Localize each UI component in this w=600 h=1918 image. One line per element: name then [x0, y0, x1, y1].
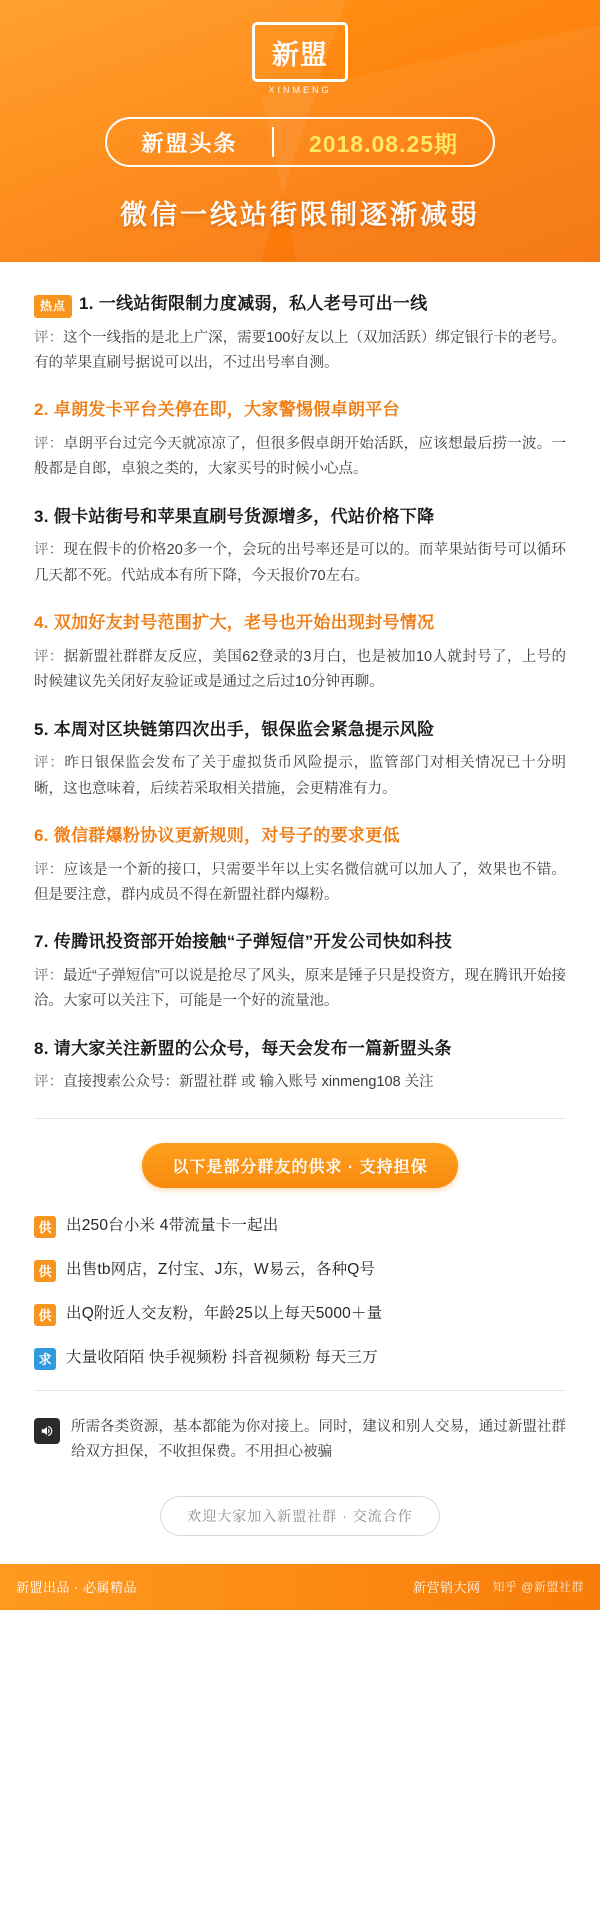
comment-text: 据新盟社群群友反应，美国62登录的3月白，也是被加10人就封号了，上号的时候建议先关闭好友验证或是通过之后过10分钟再聊。: [34, 648, 567, 691]
news-item-comment: [34, 326, 566, 377]
news-item-heading: [34, 1037, 566, 1062]
headline-badge-label: 新盟头条: [141, 130, 238, 156]
supply-tag: 供: [34, 1304, 56, 1326]
hot-badge: 热点: [34, 295, 72, 318]
comment-text: 昨日银保监会发布了关于虚拟货币风险提示，监管部门对相关情况已十分明晰，这也意味着，后续若采取相关措施，会更精准有力。: [34, 755, 567, 797]
news-item: [34, 505, 566, 589]
supply-demand-cta-label[interactable]: 以下是部分群友的供求 · 支持担保: [142, 1143, 457, 1188]
news-item-heading: [34, 292, 566, 317]
section-divider: [34, 1390, 566, 1391]
supply-tag: 供: [34, 1260, 56, 1282]
news-item-title: 6. 微信群爆粉协议更新规则，对号子的要求更低: [34, 825, 400, 845]
news-item-comment: [34, 964, 566, 1015]
article-body: [0, 262, 600, 1564]
news-item-title: 4. 双加好友封号范围扩大，老号也开始出现封号情况: [34, 613, 435, 633]
news-item-title: 5. 本周对区块链第四次出手，银保监会紧急提示风险: [34, 719, 435, 739]
comment-text: 这个一线指的是北上广深，需要100好友以上（双加活跃）绑定银行卡的老号。有的苹果直刷号据说可以出，不过出号率自测。: [34, 329, 567, 372]
news-item-heading: [34, 718, 566, 743]
news-item: [34, 611, 566, 695]
news-item-heading: [34, 611, 566, 636]
comment-lead: 评：: [34, 755, 65, 772]
comment-text: 卓朗平台过完今天就凉凉了，但很多假卓朗开始活跃，应该想最后捞一波。一般都是自郎，卓狼之类的，大家买号的时候小心点。: [34, 436, 567, 478]
footer-left-text: 新盟出品 · 必属精品: [16, 1580, 138, 1596]
comment-lead: 评：: [34, 436, 64, 453]
comment-text: 现在假卡的价格20多一个，会玩的出号率还是可以的。而苹果站街号可以循环几天都不死。代站成本有所下降，今天报价70左右。: [34, 542, 566, 584]
news-item-comment: [34, 645, 566, 696]
offer-text: 出售tb网店，Z付宝、J东，W易云，各种Q号: [66, 1260, 376, 1278]
headline-pill: [105, 117, 495, 167]
comment-lead: 评：: [34, 967, 64, 984]
footer-right: [413, 1577, 584, 1596]
comment-lead: 评：: [34, 1074, 63, 1091]
news-item-comment: [34, 1070, 566, 1095]
news-item-comment: [34, 538, 566, 589]
news-item-heading: [34, 824, 566, 849]
news-item: [34, 398, 566, 482]
comment-lead: 评：: [34, 648, 64, 665]
comment-lead: 评：: [34, 329, 64, 346]
supply-tag: 供: [34, 1216, 56, 1238]
logo-text: 新盟: [252, 22, 348, 82]
footer-right-text: 新营销大网: [412, 1580, 481, 1596]
news-item: [34, 1037, 566, 1096]
news-item-title: 7. 传腾讯投资部开始接触“子弹短信”开发公司快如科技: [34, 932, 452, 952]
news-item: [34, 824, 566, 908]
supply-demand-cta: [34, 1143, 566, 1188]
list-item: [34, 1214, 566, 1238]
comment-text: 直接搜索公众号：新盟社群 或 输入账号 xinmeng108 关注: [63, 1074, 434, 1091]
comment-lead: 评：: [34, 861, 64, 878]
notice-text: 所需各类资源，基本都能为你对接上。同时，建议和别人交易，通过新盟社群给双方担保，不收担保费。不用担心被骗: [71, 1418, 566, 1461]
news-item: [34, 930, 566, 1014]
demand-tag: 求: [34, 1348, 56, 1370]
logo: [252, 22, 348, 95]
news-item: [34, 718, 566, 802]
logo-subtext: XINMENG: [268, 85, 332, 95]
list-item: [34, 1346, 566, 1370]
join-cta: [34, 1492, 566, 1564]
offer-text: 出250台小米 4带流量卡一起出: [66, 1216, 279, 1234]
watermark-text: 知乎 @新盟社群: [492, 1580, 584, 1595]
news-item-comment: [34, 751, 566, 802]
speaker-icon: [34, 1418, 60, 1444]
news-item-heading: [34, 930, 566, 955]
list-item: [34, 1302, 566, 1326]
section-divider: [34, 1118, 566, 1119]
offer-text: 大量收陌陌 快手视频粉 抖音视频粉 每天三万: [66, 1348, 378, 1366]
news-item-title: 2. 卓朗发卡平台关停在即，大家警惕假卓朗平台: [34, 400, 400, 420]
join-cta-label[interactable]: 欢迎大家加入新盟社群 · 交流合作: [160, 1496, 439, 1536]
news-item-heading: [34, 505, 566, 530]
news-item-title: 3. 假卡站街号和苹果直刷号货源增多，代站价格下降: [34, 506, 435, 526]
header-banner: [0, 0, 600, 262]
offer-text: 出Q附近人交友粉，年龄25以上每天5000＋量: [66, 1304, 383, 1322]
news-item-title: 1. 一线站街限制力度减弱，私人老号可出一线: [79, 294, 428, 313]
issue-date: 2018.08.25期: [308, 130, 459, 157]
news-item: [34, 292, 566, 376]
notice-block: [34, 1415, 566, 1466]
news-item-comment: [34, 432, 566, 483]
comment-text: 最近“子弹短信”可以说是抢尽了风头，原来是锤子只是投资方，现在腾讯开始接洽。大家可以关注下，可能是一个好的流量池。: [34, 967, 567, 1010]
comment-text: 应该是一个新的接口，只需要半年以上实名微信就可以加人了，效果也不错。但是要注意，群内成员不得在新盟社群内爆粉。: [34, 861, 567, 903]
news-item-title: 8. 请大家关注新盟的公众号，每天会发布一篇新盟头条: [34, 1038, 452, 1058]
news-item-comment: [34, 858, 566, 909]
news-item-heading: [34, 398, 566, 423]
header-subtitle: 微信一线站街限制逐渐减弱: [120, 200, 480, 230]
list-item: [34, 1258, 566, 1282]
footer-bar: [0, 1564, 600, 1610]
comment-lead: 评：: [34, 542, 64, 559]
